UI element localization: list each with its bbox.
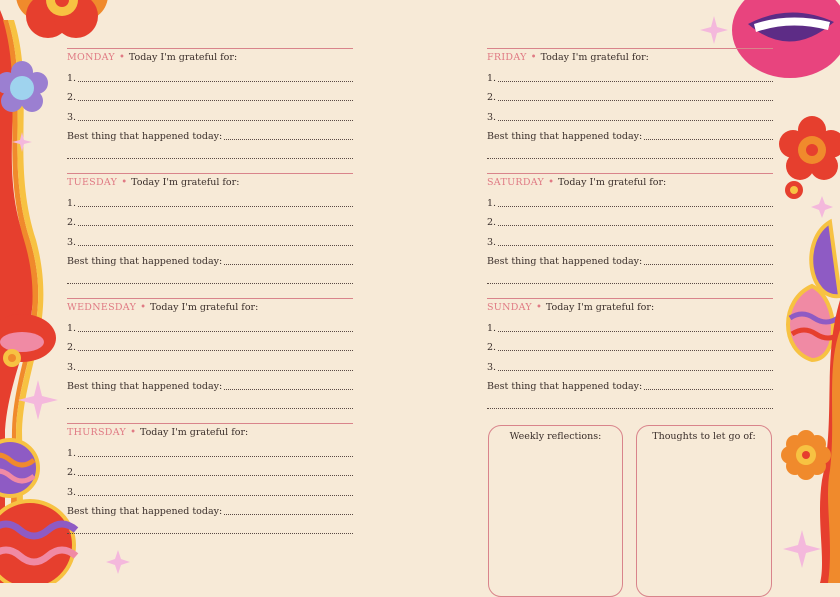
item-number: 2. — [67, 467, 77, 479]
day-section-wednesday: WEDNESDAY • Today I'm grateful for: 1. 2. 3. Best thing that happened today: — [67, 298, 353, 412]
flower-icon — [781, 430, 831, 480]
item-number: 3. — [67, 486, 77, 498]
item-number: 1. — [67, 448, 77, 460]
writing-line[interactable] — [78, 350, 353, 351]
writing-line[interactable] — [78, 120, 353, 121]
writing-line[interactable] — [78, 475, 353, 476]
writing-line[interactable] — [498, 206, 773, 207]
writing-line[interactable] — [487, 283, 773, 284]
item-number: 1. — [487, 73, 497, 85]
writing-line[interactable] — [224, 139, 353, 140]
writing-line[interactable] — [644, 389, 773, 390]
item-number: 1. — [487, 323, 497, 335]
flower-icon — [16, 0, 108, 38]
grateful-prompt: Today I'm grateful for: — [139, 427, 249, 438]
writing-line[interactable] — [224, 514, 353, 515]
grateful-prompt: Today I'm grateful for: — [545, 302, 655, 313]
day-name: SATURDAY — [487, 177, 545, 188]
writing-line[interactable] — [78, 331, 353, 332]
writing-line[interactable] — [78, 81, 353, 82]
writing-line[interactable] — [78, 370, 353, 371]
day-name: THURSDAY — [67, 427, 127, 438]
writing-line[interactable] — [487, 408, 773, 409]
writing-line[interactable] — [498, 120, 773, 121]
grateful-prompt: Today I'm grateful for: — [540, 52, 649, 63]
writing-line[interactable] — [644, 264, 773, 265]
sparkle-icon — [811, 196, 833, 218]
writing-line[interactable] — [487, 158, 773, 159]
day-name: MONDAY — [67, 52, 115, 63]
weekly-reflections-title: Weekly reflections: — [509, 431, 602, 442]
lips-icon — [0, 314, 56, 367]
item-number: 2. — [67, 92, 77, 104]
writing-line[interactable] — [67, 533, 353, 534]
writing-line[interactable] — [498, 370, 773, 371]
day-name: FRIDAY — [487, 52, 527, 63]
item-number: 2. — [487, 342, 497, 354]
best-thing-label: Best thing that happened today: — [67, 505, 223, 517]
day-name: WEDNESDAY — [67, 302, 137, 313]
grateful-prompt: Today I'm grateful for: — [128, 52, 238, 63]
item-number: 1. — [67, 198, 77, 210]
item-number: 3. — [487, 111, 497, 123]
day-section-saturday: SATURDAY • Today I'm grateful for: 1. 2. 3. Best thing that happened today: — [487, 173, 773, 287]
best-thing-label: Best thing that happened today: — [487, 380, 643, 392]
day-name: SUNDAY — [487, 302, 532, 313]
item-number: 2. — [487, 92, 497, 104]
writing-line[interactable] — [78, 456, 353, 457]
item-number: 1. — [67, 73, 77, 85]
writing-line[interactable] — [78, 206, 353, 207]
grateful-prompt: Today I'm grateful for: — [150, 302, 259, 313]
flower-icon — [779, 116, 840, 180]
day-section-tuesday: TUESDAY • Today I'm grateful for: 1. 2. 3. Best thing that happened today: — [67, 173, 353, 287]
writing-line[interactable] — [498, 225, 773, 226]
writing-line[interactable] — [498, 100, 773, 101]
item-number: 2. — [67, 217, 77, 229]
best-thing-label: Best thing that happened today: — [487, 130, 643, 142]
writing-line[interactable] — [67, 283, 353, 284]
best-thing-label: Best thing that happened today: — [67, 130, 223, 142]
item-number: 3. — [67, 111, 77, 123]
item-number: 3. — [67, 236, 77, 248]
writing-line[interactable] — [644, 139, 773, 140]
writing-line[interactable] — [224, 264, 353, 265]
weekly-reflections-box[interactable] — [488, 425, 623, 597]
item-number: 3. — [67, 361, 77, 373]
sparkle-icon — [106, 550, 130, 574]
writing-line[interactable] — [498, 331, 773, 332]
item-number: 2. — [67, 342, 77, 354]
thoughts-to-let-go-box[interactable] — [636, 425, 772, 597]
day-name: TUESDAY — [67, 177, 118, 188]
sparkle-icon — [783, 530, 821, 568]
writing-line[interactable] — [67, 408, 353, 409]
day-section-friday: FRIDAY • Today I'm grateful for: 1. 2. 3. Best thing that happened today: — [487, 48, 773, 162]
writing-line[interactable] — [224, 389, 353, 390]
writing-line[interactable] — [78, 100, 353, 101]
writing-line[interactable] — [498, 350, 773, 351]
best-thing-label: Best thing that happened today: — [487, 255, 643, 267]
item-number: 2. — [487, 217, 497, 229]
day-section-thursday: THURSDAY • Today I'm grateful for: 1. 2. 3. Best thing that happened today: — [67, 423, 353, 537]
day-section-sunday: SUNDAY • Today I'm grateful for: 1. 2. 3. Best thing that happened today: — [487, 298, 773, 412]
item-number: 1. — [487, 198, 497, 210]
item-number: 3. — [487, 236, 497, 248]
best-thing-label: Best thing that happened today: — [67, 380, 223, 392]
writing-line[interactable] — [78, 245, 353, 246]
grateful-prompt: Today I'm grateful for: — [131, 177, 240, 188]
item-number: 3. — [487, 361, 497, 373]
flower-icon — [785, 181, 803, 199]
writing-line[interactable] — [78, 495, 353, 496]
best-thing-label: Best thing that happened today: — [67, 255, 223, 267]
writing-line[interactable] — [498, 245, 773, 246]
sparkle-icon — [700, 16, 728, 44]
writing-line[interactable] — [498, 81, 773, 82]
retro-sunglasses-icon — [0, 440, 76, 583]
writing-line[interactable] — [67, 158, 353, 159]
thoughts-to-let-go-title: Thoughts to let go of: — [652, 431, 756, 442]
item-number: 1. — [67, 323, 77, 335]
grateful-prompt: Today I'm grateful for: — [558, 177, 667, 188]
day-section-monday: MONDAY • Today I'm grateful for: 1. 2. 3. Best thing that happened today: — [67, 48, 353, 162]
writing-line[interactable] — [78, 225, 353, 226]
